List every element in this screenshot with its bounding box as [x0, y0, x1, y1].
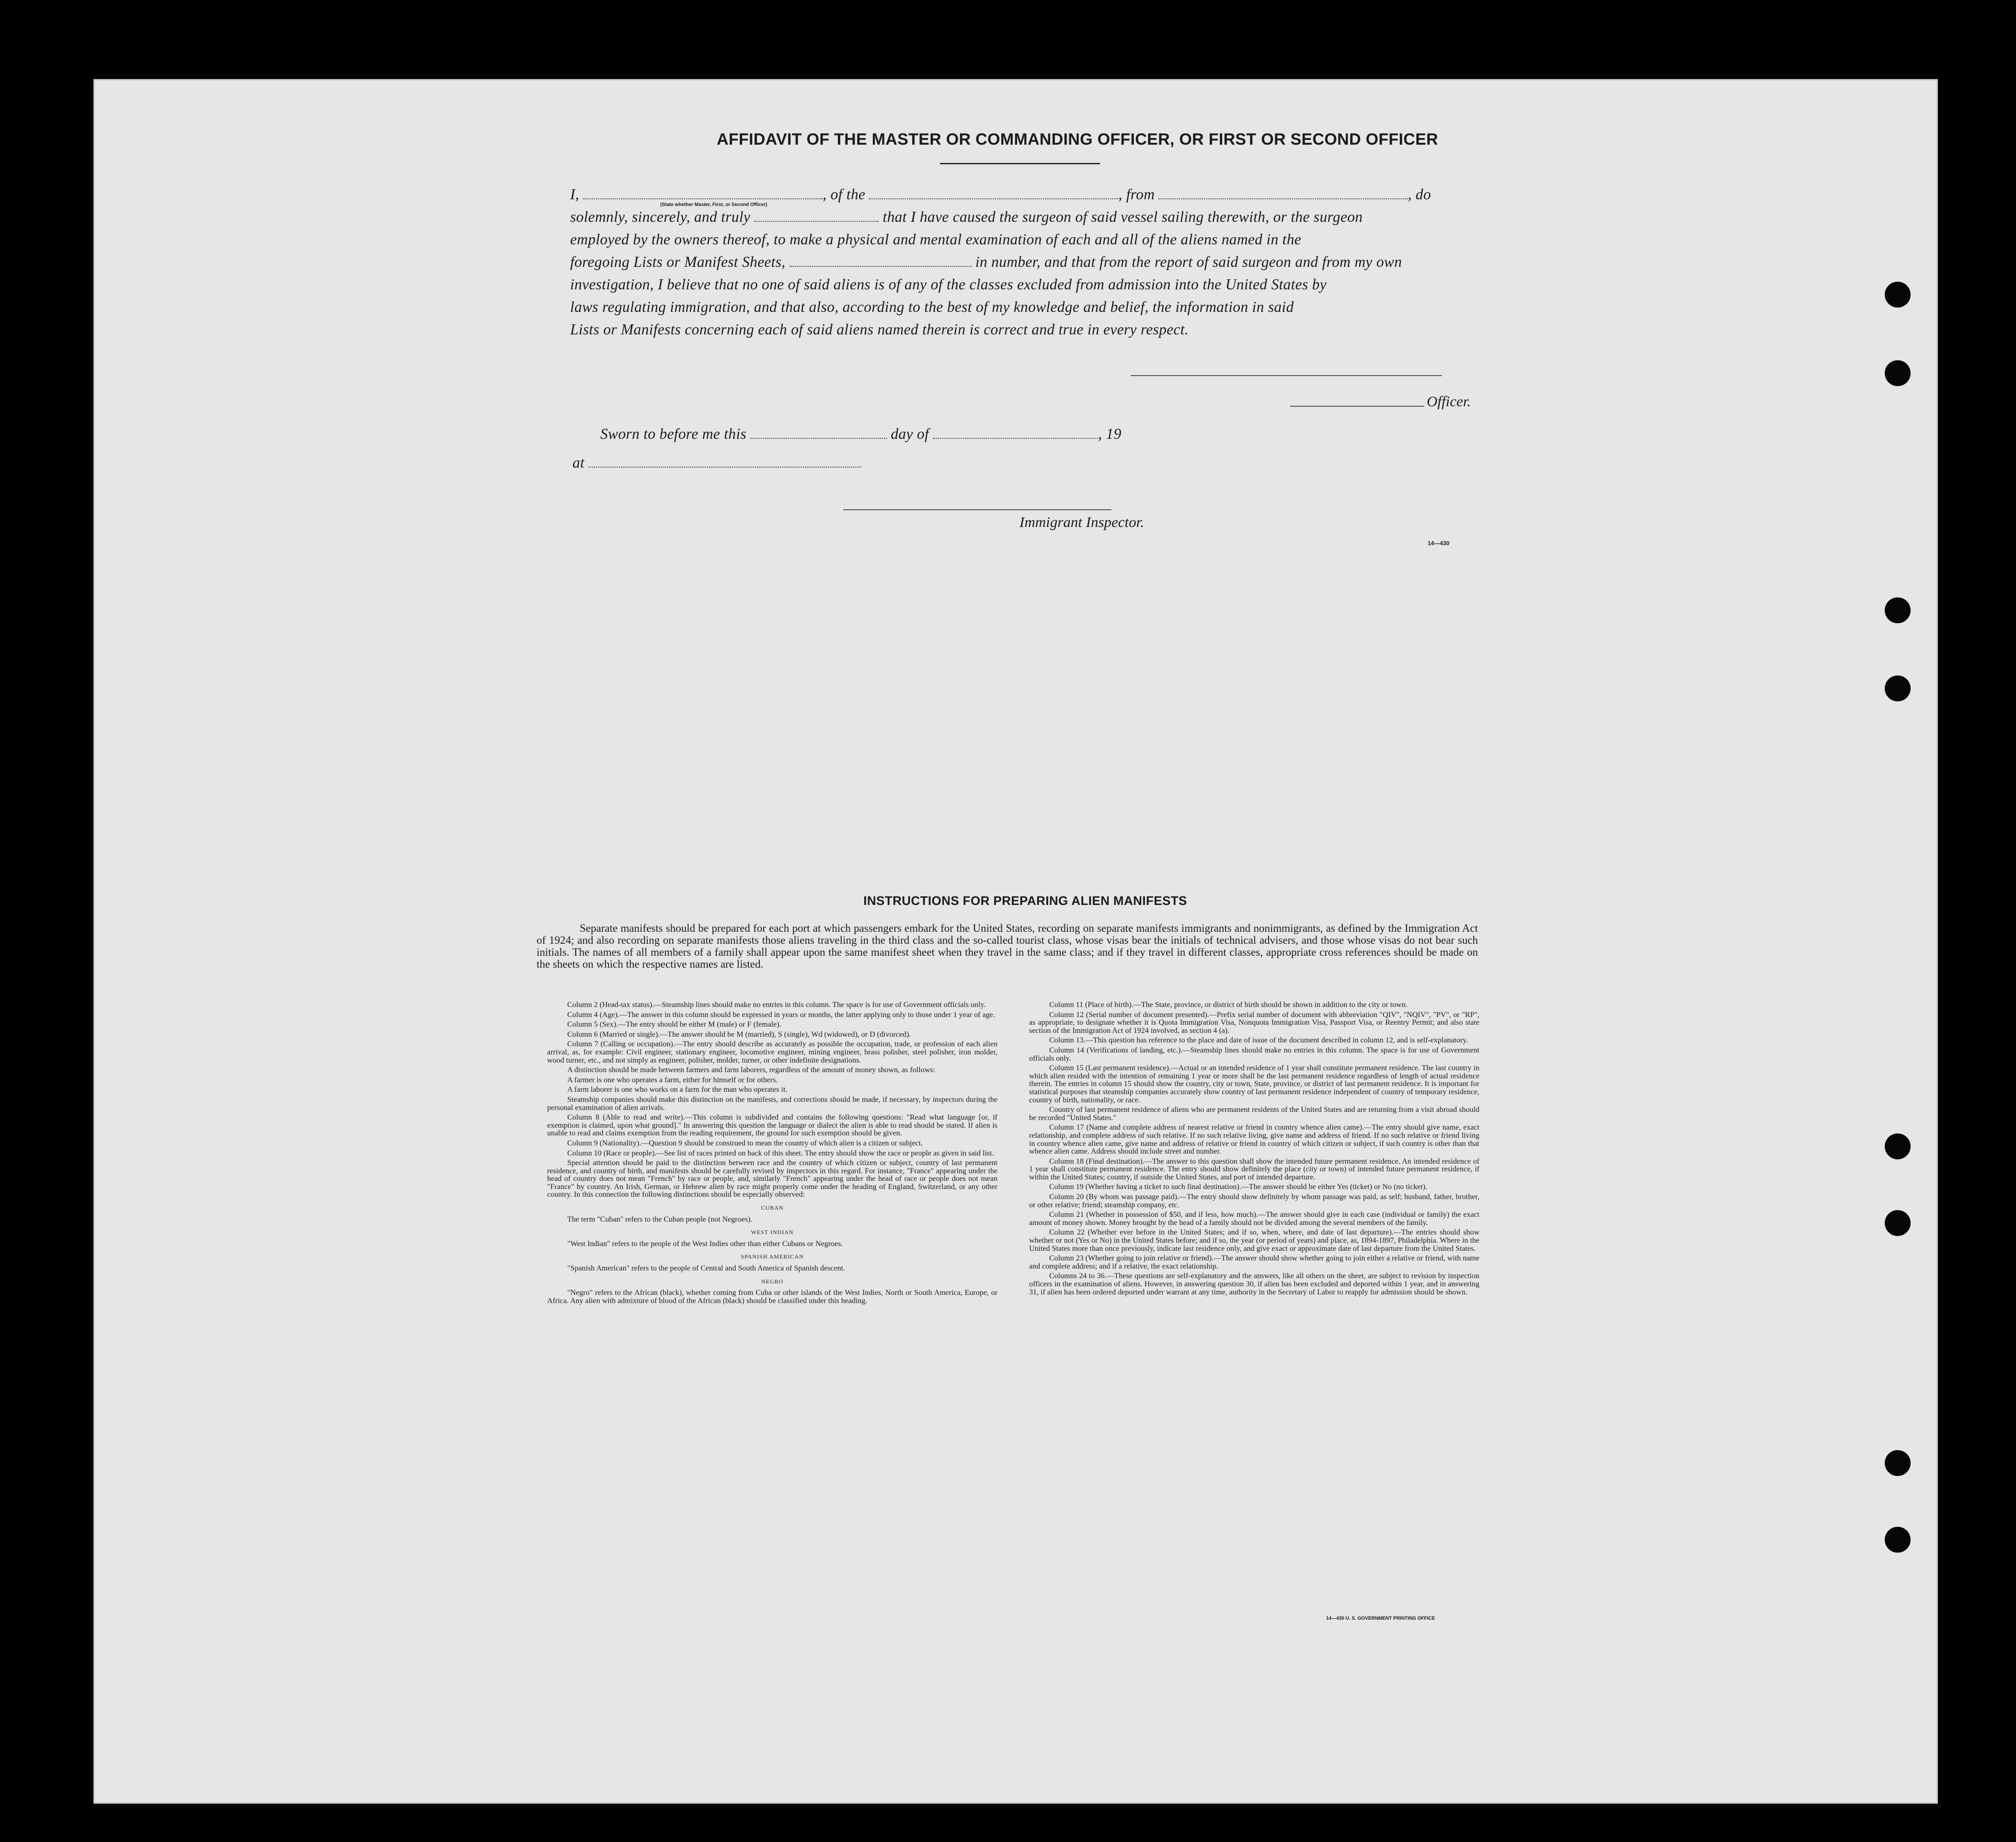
title-underline	[940, 163, 1100, 164]
officer-signature-line	[1131, 375, 1442, 376]
instruction-paragraph: Column 15 (Last permanent residence).—Actual or an intended residence of 1 year shall constitute permanent residence. The last country in which alien resided with the intention of remaining 1 year or more shall be the last permanent residence regardless of length of actual residence therein. The entries in column 15 should show the country, city or town, State, province, or district of last permanent residence. It is important for statistical purposes that steamship companies accurately show country of last permanent residence independent of country of temporary residence, country of birth, nationality, or race.	[1029, 1064, 1479, 1104]
affidavit-line-1	[570, 186, 1480, 203]
instruction-paragraph: SPANISH AMERICAN	[741, 1253, 804, 1260]
instructions-title: INSTRUCTIONS FOR PREPARING ALIEN MANIFESTS	[863, 893, 1187, 908]
binder-hole	[1885, 1133, 1911, 1159]
instruction-paragraph: The term "Cuban" refers to the Cuban people (not Negroes).	[567, 1215, 753, 1224]
blank-month	[933, 438, 1098, 439]
affidavit-text: , 19	[1098, 425, 1122, 442]
rank-note: (State whether Master, First, or Second Officer)	[660, 202, 767, 207]
affidavit-line-5: investigation, I believe that no one of said aliens is of any of the classes excluded from admission into the United States by	[570, 276, 1327, 293]
sworn-line	[600, 425, 1511, 443]
at-line	[573, 454, 1483, 471]
instruction-paragraph: Column 4 (Age).—The answer in this column should be expressed in years or months, the latter applying only to those under 1 year of age.	[567, 1010, 995, 1019]
binder-hole	[1885, 1527, 1911, 1553]
instruction-paragraph: "West Indian" refers to the people of the West Indies other than either Cubans or Negroes.	[567, 1239, 843, 1248]
blank-officer-rank	[583, 198, 823, 199]
instruction-paragraph: A farmer is one who operates a farm, either for himself or for others.	[567, 1075, 778, 1084]
form-number: 14—430	[1428, 540, 1450, 547]
affidavit-text: Sworn to before me this	[600, 425, 746, 442]
blank-sheet-count	[790, 266, 972, 267]
instruction-paragraph: Column 10 (Race or people).—See list of races printed on back of this sheet. The entry should show the race or people as given in said list.	[567, 1149, 994, 1157]
affidavit-line-6: laws regulating immigration, and that also, according to the best of my knowledge and belief, the information in said	[570, 298, 1294, 315]
instruction-paragraph: Column 6 (Married or single).—The answer should be M (married), S (single), Wd (widowed), or D (divorced).	[567, 1030, 911, 1039]
instructions-left-column	[547, 1001, 997, 1307]
affidavit-text: that I have caused the surgeon of said vessel sailing therewith, or the surgeon	[882, 208, 1363, 225]
binder-hole	[1885, 1210, 1911, 1236]
instruction-paragraph: A distinction should be made between farmers and farm laborers, regardless of the amount of money shown, as follows:	[567, 1066, 935, 1075]
officer-title-line	[1290, 406, 1424, 407]
binder-hole	[1885, 1450, 1911, 1476]
blank-place	[588, 467, 861, 468]
instruction-paragraph: Column 21 (Whether in possession of $50, and if less, how much).—The answer should give in each case (individual or family) the exact amount of money shown. Money brought by the head of a family should not be divided among the several members of the family.	[1029, 1211, 1479, 1227]
instruction-paragraph: Columns 24 to 36.—These questions are self-explanatory and the answers, like all others on the sheet, are subject to revision by inspection officers in the examination of aliens. However, in answering question 30, if alien has been excluded and deported within 1 year, and in answering 31, if alien has been ordered deported under warrant at any time, authority in the Secretary of Labor to reapply for admission should be shown.	[1029, 1272, 1479, 1296]
instruction-paragraph: Column 9 (Nationality).—Question 9 should be construed to mean the country of which alien is a citizen or subject.	[567, 1139, 923, 1147]
instruction-paragraph: NEGRO	[761, 1278, 784, 1285]
instruction-paragraph: Column 14 (Verifications of landing, etc.).—Steamship lines should make no entries in this column. The space is for use of Government officials only.	[1029, 1046, 1479, 1063]
affidavit-text: , of the	[823, 186, 866, 203]
printer-imprint: 14—430 U. S. GOVERNMENT PRINTING OFFICE	[1326, 1616, 1435, 1621]
affidavit-text: solemnly, sincerely, and truly	[570, 208, 751, 225]
affidavit-text: in number, and that from the report of said surgeon and from my own	[975, 253, 1402, 270]
instruction-paragraph: Column 12 (Serial number of document presented).—Prefix serial number of document with abbreviation "QIV", "NQIV", "PV", or "RP", as appropriate, to designate whether it is Quota Immigration Visa, Nonquota Immigration Visa, Passport Visa, or Reentry Permit; and also state section of the Immigration Act of 1924 involved, as section 4 (a).	[1029, 1010, 1479, 1035]
instructions-intro: Separate manifests should be prepared for each port at which passengers embark for the United States, recording on separate manifests immigrants and nonimmigrants, as defined by the Immigration Act of 1924; and also recording on separate manifests those aliens traveling in the third class and the so-called tourist class, whose visas bear the initials of technical advisers, and those whose visas do not bear such initials. The names of all members of a family shall appear upon the same manifest sheet when they travel in the same class; and if they travel in different classes, appropriate cross references should be made on the sheets on which the respective names are listed.	[537, 922, 1478, 970]
blank-port	[1158, 198, 1408, 199]
instruction-paragraph: Column 19 (Whether having a ticket to such final destination).—The answer should be either Yes (ticket) or No (no ticket).	[1049, 1183, 1428, 1191]
instruction-paragraph: Column 11 (Place of birth).—The State, province, or district of birth should be shown in addition to the city or town.	[1049, 1001, 1408, 1009]
instruction-paragraph: Column 5 (Sex).—The entry should be either M (male) or F (female).	[567, 1020, 781, 1029]
binder-hole	[1885, 597, 1911, 623]
officer-caption: Officer.	[1427, 393, 1471, 410]
affidavit-title: AFFIDAVIT OF THE MASTER OR COMMANDING OFFICER, OR FIRST OR SECOND OFFICER	[717, 130, 1438, 149]
instruction-paragraph: Special attention should be paid to the distinction between race and the country of which citizen or subject, country of last permanent residence, and country of birth, and manifests should be carefully revised by inspectors in this regard. For instance, "France" appearing under the head of country does not mean "French" by race or people, and, similarly "French" appearing under the head of race or people does not mean "France" by country. An Irish, German, or Hebrew alien by race might properly come under the heading of England, Switzerland, or any other country. In this connection the following distinctions should be especially observed:	[547, 1159, 997, 1199]
blank-day	[750, 438, 887, 439]
instruction-paragraph: CUBAN	[761, 1204, 784, 1212]
instruction-paragraph: Country of last permanent residence of aliens who are permanent residents of the United States and are returning from a visit abroad should be recorded "United States."	[1029, 1106, 1479, 1122]
blank-oath	[754, 221, 879, 222]
instruction-paragraph: Column 7 (Calling or occupation).—The entry should describe as accurately as possible the occupation, trade, or profession of each alien arrival, as, for example: Civil engineer, stationary engineer, locomotive engineer, mining engineer, brass polisher, steel polisher, iron molder, wood turner, etc., and not simply as engineer, polisher, molder, turner, or other indefinite designations.	[547, 1040, 997, 1064]
instruction-paragraph: "Spanish American" refers to the people of Central and South America of Spanish descent.	[567, 1264, 846, 1273]
affidavit-text: foregoing Lists or Manifest Sheets,	[570, 253, 786, 270]
instruction-paragraph: A farm laborer is one who works on a farm for the man who operates it.	[567, 1086, 788, 1094]
instruction-paragraph: Column 13.—This question has reference to the place and date of issue of the document described in column 12, and is self-explanatory.	[1049, 1036, 1468, 1045]
instruction-paragraph: "Negro" refers to the African (black), whether coming from Cuba or other islands of the West Indies, North or South America, Europe, or Africa. Any alien with admixture of blood of the African (black) should be classified under this heading.	[547, 1289, 997, 1305]
affidavit-text: , do	[1408, 186, 1431, 203]
affidavit-text: I,	[570, 186, 579, 203]
instruction-paragraph: Steamship companies should make this distinction on the manifests, and corrections should be made, if necessary, by inspectors during the personal examination of alien arrivals.	[547, 1095, 997, 1112]
blank-vessel	[869, 198, 1118, 199]
instruction-paragraph: Column 18 (Final destination).—The answer to this question shall show the intended future permanent residence. An intended residence of 1 year shall constitute permanent residence. The entry should show definitely the place (city or town) of intended future permanent residence, if within the United States; country, if outside the United States, and port of intended departure.	[1029, 1157, 1479, 1181]
instruction-paragraph: Column 17 (Name and complete address of nearest relative or friend in country whence alien came).—The entry should give name, exact relationship, and complete address of such relative. If no such relative living, give name and address of friend. If no such relative or friend living in country whence alien came, give name and address of relative or friend in country of which citizen or subject, if such country is other than that whence alien came. Address should include street and number.	[1029, 1123, 1479, 1156]
affidavit-line-4	[570, 253, 1480, 271]
affidavit-text: day of	[891, 425, 929, 442]
inspector-caption: Immigrant Inspector.	[1019, 514, 1145, 530]
instruction-paragraph: Column 2 (Head-tax status).—Steamship lines should make no entries in this column. The space is for use of Government officials only.	[567, 1001, 986, 1009]
instructions-right-column	[1029, 1001, 1479, 1298]
affidavit-line-7: Lists or Manifests concerning each of said aliens named therein is correct and true in every respect.	[570, 321, 1189, 338]
binder-hole	[1885, 360, 1911, 386]
instruction-paragraph: WEST INDIAN	[751, 1229, 794, 1236]
affidavit-text: , from	[1118, 186, 1155, 203]
instruction-paragraph: Column 23 (Whether going to join relative or friend).—The answer should show whether going to join either a relative or friend, with name and complete address; and if a relative, the exact relationship.	[1029, 1254, 1479, 1270]
affidavit-line-3: employed by the owners thereof, to make a physical and mental examination of each and all of the aliens named in the	[570, 231, 1302, 248]
binder-hole	[1885, 282, 1911, 308]
instruction-paragraph: Column 8 (Able to read and write).—This column is subdivided and contains the following questions: "Read what language [or, if exemption is claimed, upon what ground]." In answering this question the language or dialect the alien is able to read should be stated. If alien is unable to read and claims exemption from the reading requirement, the ground for such exemption should be given.	[547, 1113, 997, 1138]
binder-hole	[1885, 675, 1911, 701]
inspector-signature-line	[843, 509, 1111, 510]
affidavit-text: at	[573, 454, 585, 471]
affidavit-line-2	[570, 208, 1480, 226]
instruction-paragraph: Column 20 (By whom was passage paid).—The entry should show definitely by whom passage was paid, as self; husband, father, brother, or other relative; friend; steamship company, etc.	[1029, 1193, 1479, 1209]
instruction-paragraph: Column 22 (Whether ever before in the United States; and if so, when, where, and date of last departure).—The entries should show whether or not (Yes or No) in the United States before; and if so, the year (or period of years) and place, as, 1894-1897, Philadelphia. Where in the United States more than once previously, indicate last residence only, and give exact or approximate date of last departure from the United States.	[1029, 1228, 1479, 1253]
